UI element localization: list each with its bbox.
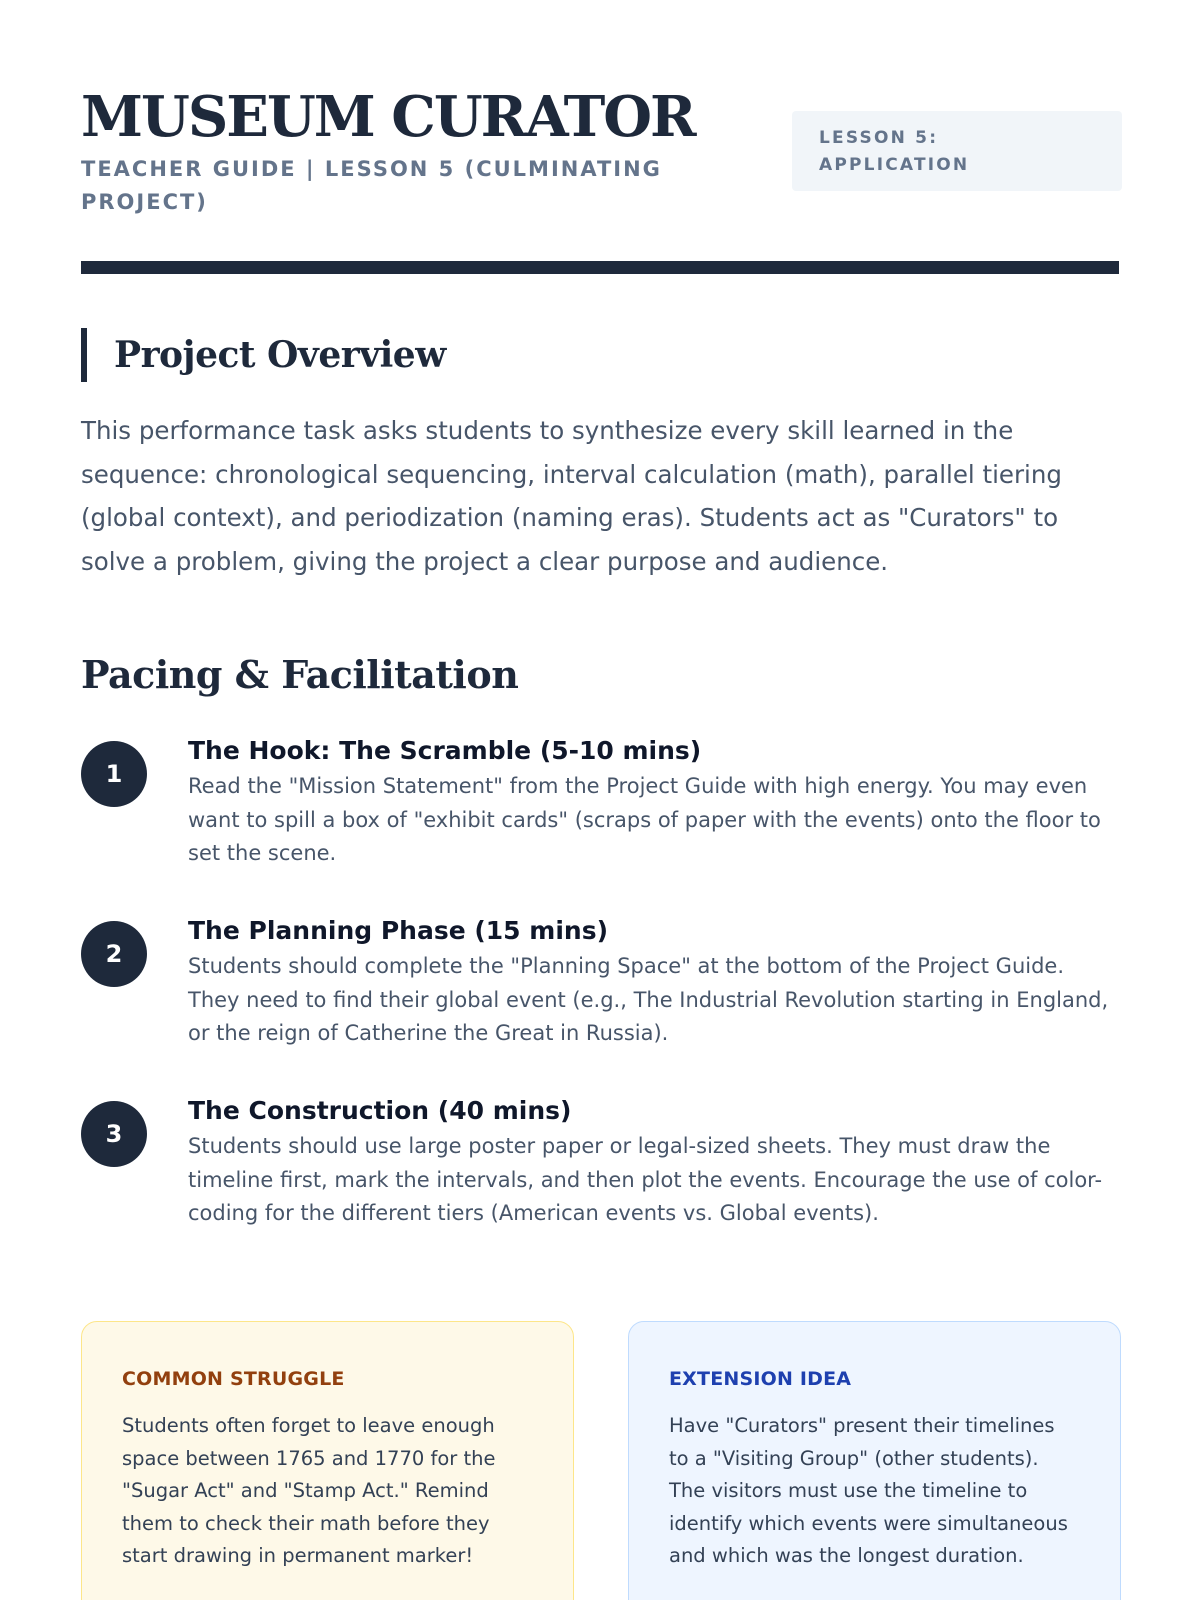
section-accent-bar [81, 328, 87, 382]
pacing-heading: Pacing & Facilitation [81, 652, 519, 697]
page-subtitle: TEACHER GUIDE | LESSON 5 (CULMINATING PROJECT) [81, 157, 662, 214]
page-header [81, 0, 1119, 274]
step-title: The Planning Phase (15 mins) [188, 916, 609, 945]
callout-title: COMMON STRUGGLE [122, 1368, 345, 1390]
step-title: The Hook: The Scramble (5-10 mins) [188, 736, 702, 765]
common-struggle-callout [81, 1321, 574, 1600]
callout-text: Have "Curators" present their timelines to a "Visiting Group" (other students). The visitors must use the timeline to identify which events were simultaneous and which was the longest duration. [669, 1414, 1068, 1567]
extension-idea-callout [628, 1321, 1121, 1600]
overview-paragraph: This performance task asks students to synthesize every skill learned in the sequence: chronological sequencing, interval calculation (math), parallel tiering (global context), and periodization (naming eras). Students act as "Curators" to solve a problem, giving the project a clear purpose and audience. [81, 416, 1062, 576]
callout-title: EXTENSION IDEA [669, 1368, 852, 1390]
step-description: Students should complete the "Planning Space" at the bottom of the Project Guide. They need to find their global event (e.g., The Industrial Revolution starting in England, or the reign of Catherine the Great in Russia). [188, 954, 1109, 1045]
step-number-badge: 3 [81, 1101, 147, 1167]
step-number-badge: 1 [81, 741, 147, 807]
callout-text: Students often forget to leave enough space between 1765 and 1770 for the "Sugar Act" and "Stamp Act." Remind them to check their math before they start drawing in permanent marker! [122, 1414, 496, 1567]
page-title: MUSEUM CURATOR [81, 84, 695, 150]
lesson-badge: LESSON 5: APPLICATION [792, 111, 1122, 191]
overview-heading: Project Overview [114, 334, 446, 376]
step-description: Read the "Mission Statement" from the Project Guide with high energy. You may even want to spill a box of "exhibit cards" (scraps of paper with the events) onto the floor to set the scene. [188, 774, 1101, 865]
step-description: Students should use large poster paper or legal-sized sheets. They must draw the timeline first, mark the intervals, and then plot the events. Encourage the use of color-coding for the different tiers (American events vs. Global events). [188, 1134, 1103, 1225]
step-number-badge: 2 [81, 921, 147, 987]
step-title: The Construction (40 mins) [188, 1096, 572, 1125]
